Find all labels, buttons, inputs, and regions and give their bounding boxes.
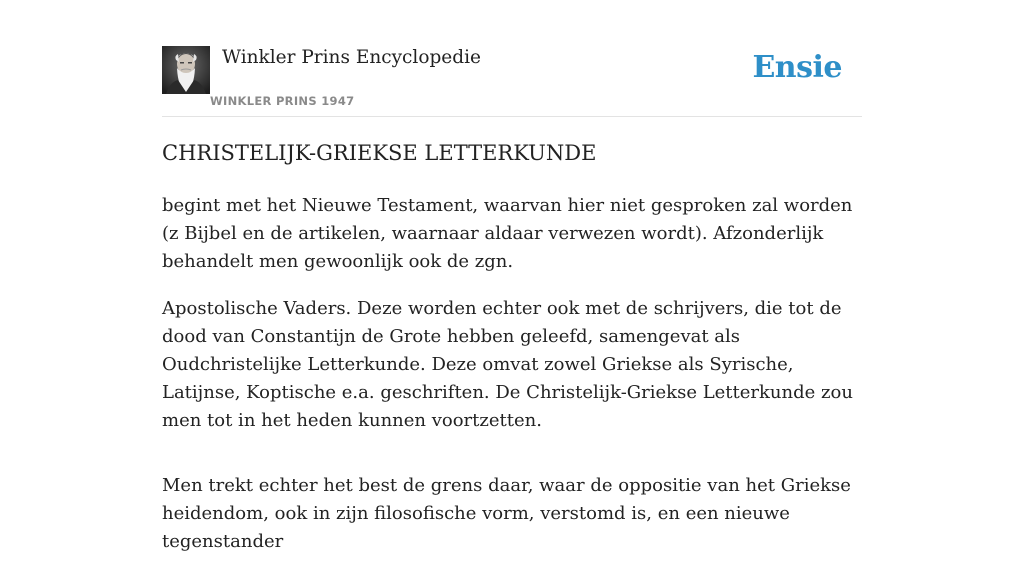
- header: [162, 46, 862, 117]
- paragraph: Men trekt echter het best de grens daar, waar de oppositie van het Griekse heidendom, ook in zijn filosofische vorm, verstomd is, en een nieuwe tegenstander: [162, 475, 851, 552]
- site-title[interactable]: Winkler Prins Encyclopedie: [222, 47, 481, 68]
- article-title: CHRISTELIJK-GRIEKSE LETTERKUNDE: [162, 141, 597, 165]
- paragraph: begint met het Nieuwe Testament, waarvan hier niet gesproken zal worden (z Bijbel en de artikelen, waarnaar aldaar verwezen wordt). Afzonderlijk behandelt men gewoonlijk ook de zgn.: [162, 195, 853, 272]
- edition-label: WINKLER PRINS 1947: [210, 94, 355, 108]
- article-body: [162, 192, 862, 575]
- paragraph: Apostolische Vaders. Deze worden echter ook met de schrijvers, die tot de dood van Constantijn de Grote hebben geleefd, samengevat als Oudchristelijke Letterkunde. Deze omvat zowel Griekse als Syrische, Latijnse, Koptische e.a. geschriften. De Christelijk-Griekse Letterkunde zou men tot in het heden kunnen voortzetten.: [162, 298, 853, 431]
- bearded-man-portrait-icon: [162, 46, 210, 94]
- avatar[interactable]: [162, 46, 210, 94]
- ensie-logo[interactable]: Ensie: [752, 50, 842, 85]
